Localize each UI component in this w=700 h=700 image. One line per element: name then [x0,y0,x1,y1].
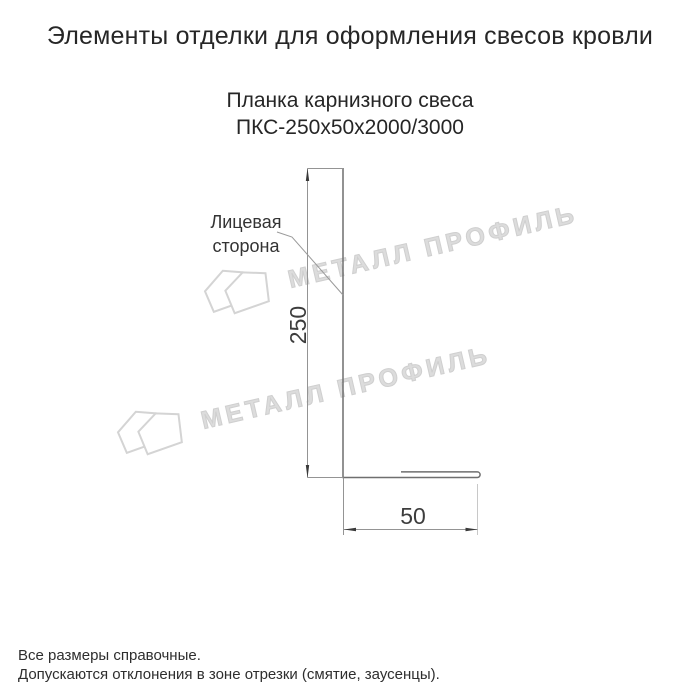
profile-outline [343,168,480,478]
dim-width-value: 50 [400,503,426,529]
footer-note-2: Допускаются отклонения в зоне отрезки (смятие, заусенцы). [18,665,440,683]
dim-250-arrow-up [306,168,309,181]
product-subtitle: Планка карнизного свеса [226,89,474,112]
dim-50-arrow-left [344,528,356,532]
footer-note-1: Все размеры справочные. [18,647,201,664]
face-side-label: Лицевая сторона [210,212,282,256]
footer-notes [18,647,440,684]
dim-250-arrow-down [306,465,309,478]
page-title: Элементы отделки для оформления свесов кровли [46,22,654,50]
watermark-text: МЕТАЛЛ ПРОФИЛЬ [285,199,581,294]
watermark-text: МЕТАЛЛ ПРОФИЛЬ [198,340,494,435]
product-code: ПКС-250х50х2000/3000 [236,116,464,139]
dim-height-value: 250 [285,305,311,345]
dim-50-arrow-right [466,528,478,532]
